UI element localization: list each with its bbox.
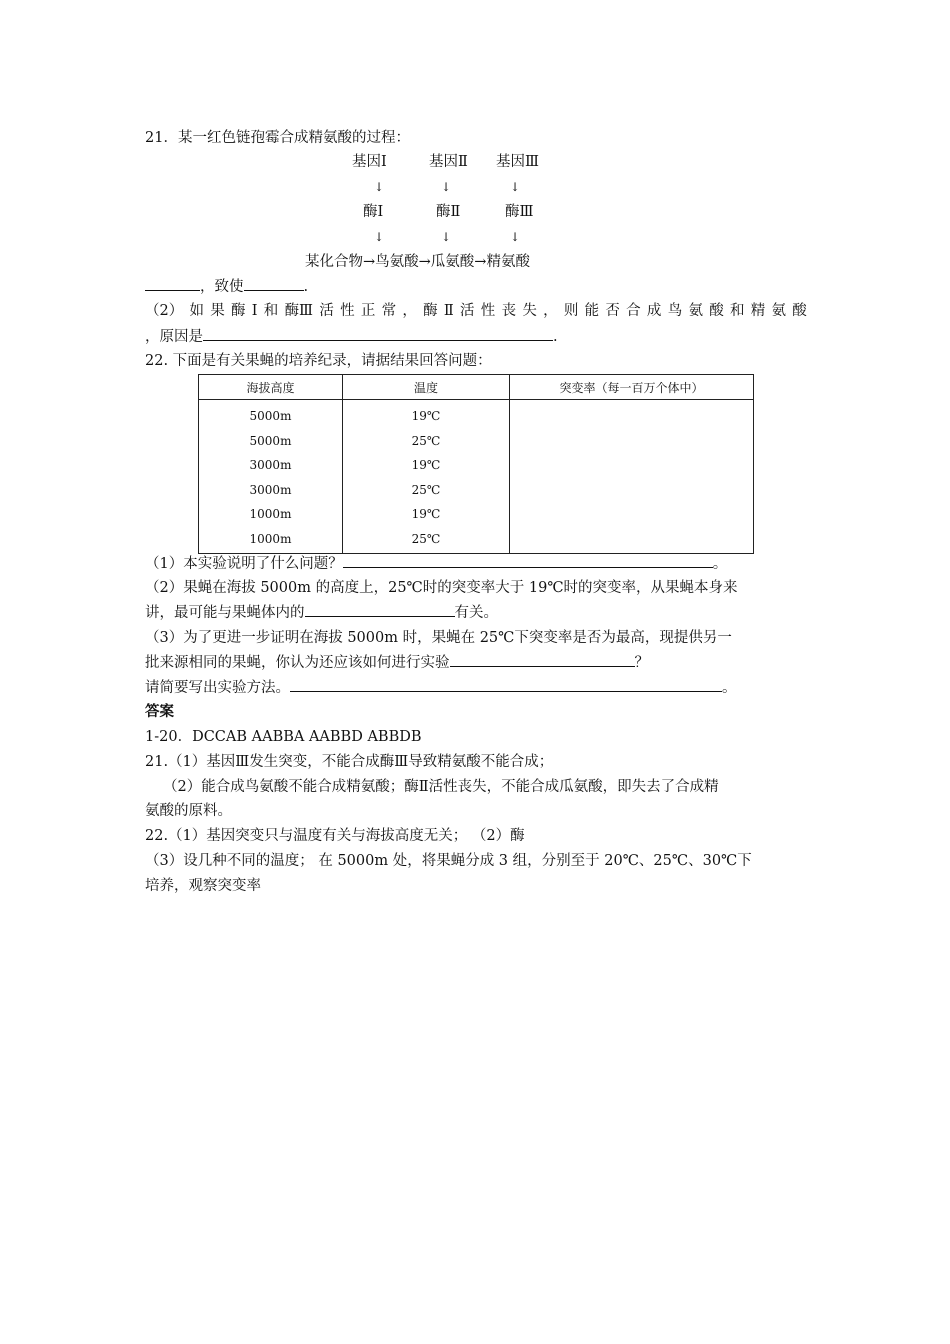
table-row: 5000m 19℃ <box>199 400 754 429</box>
table-header: 温度 <box>343 375 510 400</box>
gene-1-label: 基因Ⅰ <box>352 154 387 170</box>
down-arrow-icon: ↓ <box>374 180 385 194</box>
q22-sub2-line1: （2）果蝇在海拔 5000m 的高度上，25℃时的突变率大于 19℃时的突变率，从果蝇本身来 <box>145 580 738 596</box>
fruitfly-record-table <box>198 374 754 554</box>
answer-21-part2: （2）能合成鸟氨酸不能合成精氨酸；酶Ⅱ活性丧失，不能合成瓜氨酸，即失去了合成精 <box>163 779 719 795</box>
q21-part2-line2: ，原因是 . <box>145 325 558 348</box>
q21-part2-line1: （2） 如 果 酶 Ⅰ 和 酶Ⅲ 活 性 正 常 ， 酶 Ⅱ 活 性 丧 失 ， 则 能 否 合 成 鸟 氨 酸 和 精 氨 酸 <box>145 303 807 319</box>
gene-3-label: 基因Ⅲ <box>496 154 539 170</box>
down-arrow-icon: ↓ <box>510 180 521 194</box>
table-row: 5000m 25℃ <box>199 429 754 454</box>
q22-sub1: （1）本实验说明了什么问题？ 。 <box>145 552 727 575</box>
down-arrow-icon: ↓ <box>441 180 452 194</box>
answer-blank[interactable] <box>450 651 635 667</box>
table-row: 1000m 25℃ <box>199 527 754 554</box>
mutation-rate-cell[interactable] <box>510 400 754 429</box>
q22-sub3-line3: 请简要写出实验方法。 。 <box>145 676 737 699</box>
mutation-rate-cell[interactable] <box>510 453 754 478</box>
down-arrow-icon: ↓ <box>374 230 385 244</box>
q21-line1: ，致使 . <box>145 275 308 298</box>
down-arrow-icon: ↓ <box>510 230 521 244</box>
q22-sub2-line2: 讲，最可能与果蝇体内的 有关。 <box>145 601 498 624</box>
q22-title: 22. 下面是有关果蝇的培养纪录，请据结果回答问题： <box>145 353 492 369</box>
answer-blank[interactable] <box>343 552 713 568</box>
table-row: 3000m 25℃ <box>199 478 754 503</box>
mutation-rate-cell[interactable] <box>510 429 754 454</box>
table-row: 3000m 19℃ <box>199 453 754 478</box>
answer-22-part1: 22.（1）基因突变只与温度有关与海拔高度无关； （2）酶 <box>145 828 525 844</box>
answer-blank[interactable] <box>244 275 304 291</box>
down-arrow-icon: ↓ <box>441 230 452 244</box>
answer-22-part3: （3）设几种不同的温度； 在 5000m 处，将果蝇分成 3 组，分别至于 20℃、25℃、30℃下 <box>145 853 752 869</box>
table-row: 1000m 19℃ <box>199 502 754 527</box>
mutation-rate-cell[interactable] <box>510 527 754 554</box>
answer-blank[interactable] <box>290 676 722 692</box>
gene-2-label: 基因Ⅱ <box>429 154 468 170</box>
answer-21-part1: 21.（1）基因Ⅲ发生突变，不能合成酶Ⅲ导致精氨酸不能合成； <box>145 754 554 770</box>
answers-multiple-choice: 1-20．DCCAB AABBA AABBD ABBDB <box>145 729 422 745</box>
enzyme-2-label: 酶Ⅱ <box>436 204 461 220</box>
answer-blank[interactable] <box>305 601 455 617</box>
answer-blank[interactable] <box>145 275 200 291</box>
table-header: 突变率（每一百万个体中） <box>510 375 754 400</box>
answer-blank[interactable] <box>203 325 553 341</box>
mutation-rate-cell[interactable] <box>510 478 754 503</box>
enzyme-3-label: 酶Ⅲ <box>505 204 534 220</box>
mutation-rate-cell[interactable] <box>510 502 754 527</box>
q21-title: 21．某一红色链孢霉合成精氨酸的过程： <box>145 130 410 146</box>
pathway-sequence: 某化合物→鸟氨酸→瓜氨酸→精氨酸 <box>305 254 530 270</box>
q22-sub3-line2: 批来源相同的果蝇，你认为还应该如何进行实验 ？ <box>145 651 649 674</box>
table-header: 海拔高度 <box>199 375 343 400</box>
q22-sub3-line1: （3）为了更进一步证明在海拔 5000m 时，果蝇在 25℃下突变率是否为最高，现提供另一 <box>145 630 732 646</box>
enzyme-1-label: 酶Ⅰ <box>363 204 384 220</box>
answer-21-part2-cont: 氨酸的原料。 <box>145 803 232 819</box>
answer-22-part3-cont: 培养，观察突变率 <box>145 878 261 894</box>
answers-heading: 答案 <box>145 704 174 720</box>
